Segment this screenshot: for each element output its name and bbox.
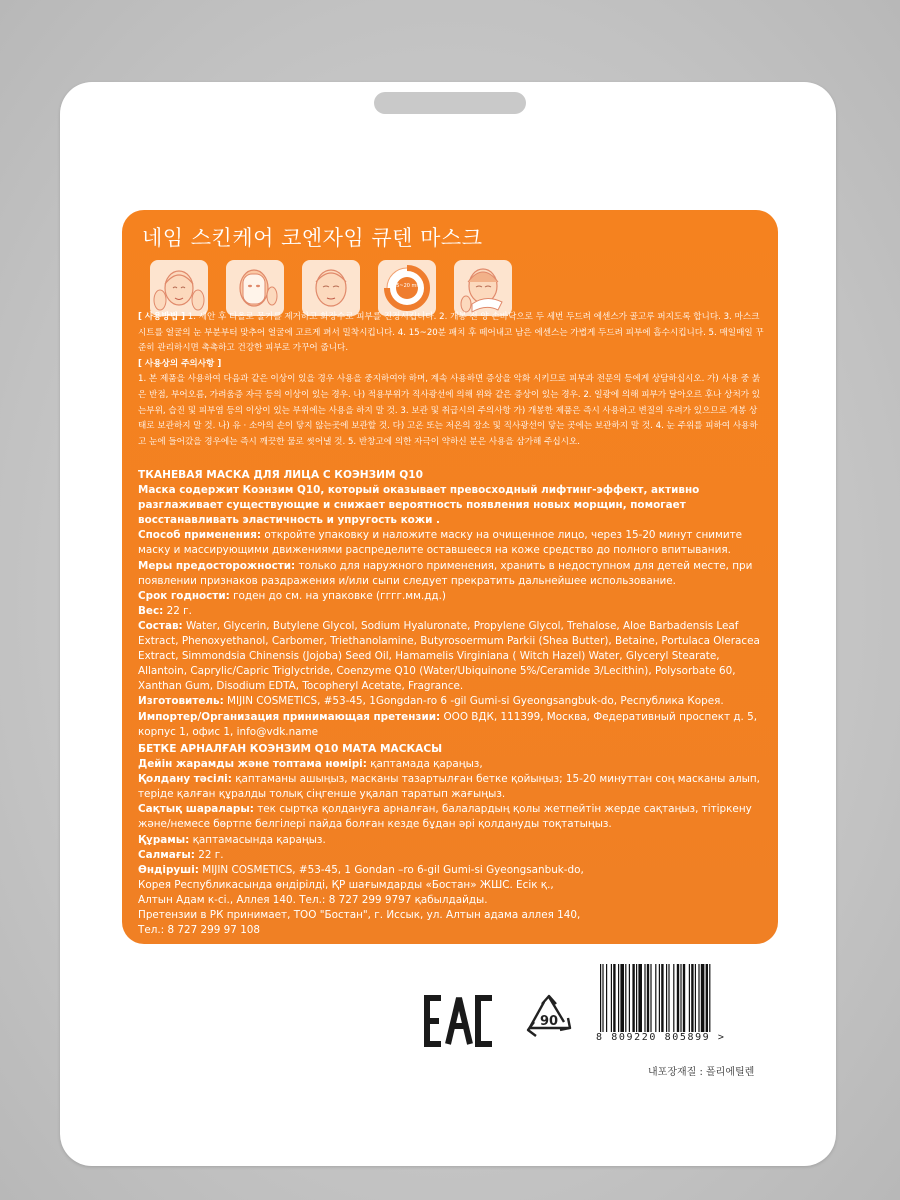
russian-caution-label: Меры предосторожности:: [138, 559, 296, 572]
step-5-peel-off-icon: [454, 260, 512, 316]
kazakh-batch-label: Дейін жарамды және топтама нөмірі:: [138, 758, 367, 771]
kazakh-caution-text: тек сыртқа қолдануға арналған, балалардың қолы жетпейтін жерде сақтаңыз, тітіркену және/немесе бөртпе белгілері пайда болған кезде бұдан әрі қолдануды тоқтатыңыз.: [138, 803, 752, 831]
korean-product-title: 네임 스킨케어 코엔자임 큐텐 마스크: [142, 226, 483, 250]
kazakh-composition-text: қаптамасында қараңыз.: [189, 833, 326, 846]
kazakh-manufacturer-line2: Корея Республикасында өндірілді, ҚР шағымдарды «Бостан» ЖШС. Есік қ.,: [138, 878, 554, 891]
russian-weight-label: Вес:: [138, 604, 164, 617]
russian-manufacturer-text: MIJIN COSMETICS, #53-45, 1Gongdan-ro 6 -gil Gumi-si Gyeongsangbuk-do, Республика Корея.: [223, 695, 724, 708]
kazakh-title: БЕТКЕ АРНАЛҒАН КОЭНЗИМ Q10 МАТА МАСКАСЫ: [138, 743, 443, 755]
kazakh-weight-label: Салмағы:: [138, 848, 195, 861]
korean-usage-body: 1. 세안 후 타올로 물기를 제거하고 화장수로 피부를 진정시킵니다. 2. 개봉 전 양 손바닥으로 두 세번 두드려 에센스가 골고루 퍼지도록 합니다. 3. 마스크 시트를 얼굴의 눈 부분부터 맞추어 얼굴에 고르게 펴서 밀착시킵니다. 4. 15~20분 패치 후 떼어내고 남은 에센스는 가볍게 두드려 피부에 흡수시킵니다. 5. 매일매일 꾸준히 관리하시면 촉촉하고 건강한 피부로 가꾸어 줍니다.: [138, 312, 764, 354]
step-1-face-wash-icon: [150, 260, 208, 316]
russian-composition-label: Состав:: [138, 619, 183, 632]
russian-caution-text: только для наружного применения, хранить в недоступном для детей месте, при появлении признаков раздражения и/или сыпи следует прекратить дальнейшее использование.: [138, 559, 753, 587]
kazakh-usage-label: Қолдану тәсілі:: [138, 773, 232, 786]
russian-shelf-text: годен до см. на упаковке (гггг.мм.дд.): [229, 589, 446, 602]
kazakh-composition-label: Құрамы:: [138, 833, 190, 846]
recycle-icon: [518, 992, 580, 1052]
orange-info-panel: [122, 210, 778, 944]
kazakh-manufacturer-label: Өндіруші:: [138, 863, 199, 876]
kazakh-weight-text: 22 г.: [194, 848, 224, 861]
kazakh-section: [138, 742, 764, 938]
russian-composition-text: Water, Glycerin, Butylene Glycol, Sodium Hyaluronate, Propylene Glycol, Trehalose, Aloe Barbadensis Leaf Extract, Phenoxyethanol, Carbomer, Triethanolamine, Butyrosoermum Parkii (Shea Butter), Betaine, Portulaca Oleracea Extract, Simmondsia Chinensis (Jojoba) Seed Oil, Hamamelis Virginiana ( Witch Hazel) Water, Glyceryl Stearate, Allantoin, Caprylic/Capric Triglyctride, Coenzyme Q10 (Water/Ubiquinone 5%/Ceramide 3/Lecithin), Polysorbate 60, Xanthan Gum, Disodium EDTA, Tocopheryl Acetate, Fragrance.: [138, 619, 760, 693]
kazakh-claims-line1: Претензии в РК принимает, ТОО "Бостан", г. Иссык, ул. Алтын адама аллея 140,: [138, 909, 581, 922]
kazakh-manufacturer-line3: Алтын Адам к-сі., Аллея 140. Тел.: 8 727 299 9797 қабылдайды.: [138, 893, 488, 906]
kazakh-manufacturer-line1: MIJIN COSMETICS, #53-45, 1 Gondan –ro 6-gil Gumi-si Gyeongsanbuk-do,: [198, 863, 584, 876]
russian-title: ТКАНЕВАЯ МАСКА ДЛЯ ЛИЦА С КОЭНЗИМ Q10: [138, 469, 423, 481]
korean-caution-body: 1. 본 제품을 사용하여 다음과 같은 이상이 있을 경우 사용을 중지하여야 하며, 계속 사용하면 증상을 악화 시키므로 피부과 전문의 등에게 상담하십시오. 가) 사용 중 붉은 반점, 부어오름, 가려움증 자극 등의 이상이 있는 경우. 나) 적용부위가 직사광선에 의해 위와 같은 증상이 있는 경우. 2. 일광에 의해 피부가 달아오르 후나 상처가 있는부위, 습진 및 피부염 등의 이상이 있는 부위에는 사용을 하지 말 것. 3. 보관 및 취급시의 주의사항 가) 개봉한 제품은 즉시 사용하고 변질의 우려가 있으므로 개봉 상태로 보관하지 말 것. 나) 유 · 소아의 손이 닿지 않는곳에 보관할 것. 다) 고온 또는 저온의 장소 및 직사광선이 닿는 곳에는 보관하지 말 것. 4. 눈 주위를 피하여 사용하고 눈에 들어갔을 경우에는 즉시 깨끗한 물로 씻어낼 것. 5. 반창고에 의한 자극이 약하신 분은 사용을 삼가해 주십시오.: [138, 374, 761, 447]
recycle-code: 90: [539, 1014, 559, 1029]
kazakh-caution-label: Сақтық шаралары:: [138, 803, 254, 816]
russian-weight-text: 22 г.: [163, 604, 192, 617]
korean-usage-text: [138, 310, 764, 450]
korean-usage-header: [ 사용방법 ]: [138, 312, 186, 322]
hang-hole: [374, 92, 526, 114]
russian-section: [138, 468, 764, 740]
step-3-applied-mask-icon: [302, 260, 360, 316]
russian-intro: Маска содержит Коэнзим Q10, который оказывает превосходный лифтинг-эффект, активно разглаживает существующие и снижает вероятность появления новых морщин, помогает восстанавливать эластичность и упругость кожи .: [138, 484, 700, 527]
inner-packaging-material: 내포장재질 : 폴리에틸렌: [648, 1067, 755, 1078]
svg-text:15~20 min: 15~20 min: [393, 283, 421, 289]
barcode-number: 8 809220 805899 >: [596, 1032, 772, 1043]
russian-usage-text: откройте упаковку и наложите маску на очищенное лицо, через 15-20 минут снимите маску и массирующими движениями распределите оставшееся на коже средство до полного впитывания.: [138, 529, 743, 557]
russian-importer-label: Импортер/Организация принимающая претензии:: [138, 710, 441, 723]
russian-importer-text: ООО ВДК, 111399, Москва, Федеративный проспект д. 5, корпус 1, офис 1, info@vdk.name: [138, 710, 758, 738]
russian-manufacturer-label: Изготовитель:: [138, 695, 224, 708]
kazakh-claims-line2: Тел.: 8 727 299 97 108: [138, 924, 261, 937]
eac-mark-icon: [422, 994, 496, 1048]
korean-caution-header: [ 사용상의 주의사항 ]: [138, 358, 222, 369]
russian-usage-label: Способ применения:: [138, 529, 262, 542]
russian-shelf-label: Срок годности:: [138, 589, 230, 602]
step-4-timer-icon: [378, 260, 436, 316]
kazakh-batch-text: қаптамада қараңыз,: [366, 758, 483, 771]
step-2-sheet-mask-icon: [226, 260, 284, 316]
kazakh-usage-text: қаптаманы ашыңыз, масканы тазартылған бетке қойыңыз; 15-20 минуттан соң масканы алып, теріде қалған құралды толық сіңгенше уқалап таратып жағыңыз.: [138, 773, 760, 801]
